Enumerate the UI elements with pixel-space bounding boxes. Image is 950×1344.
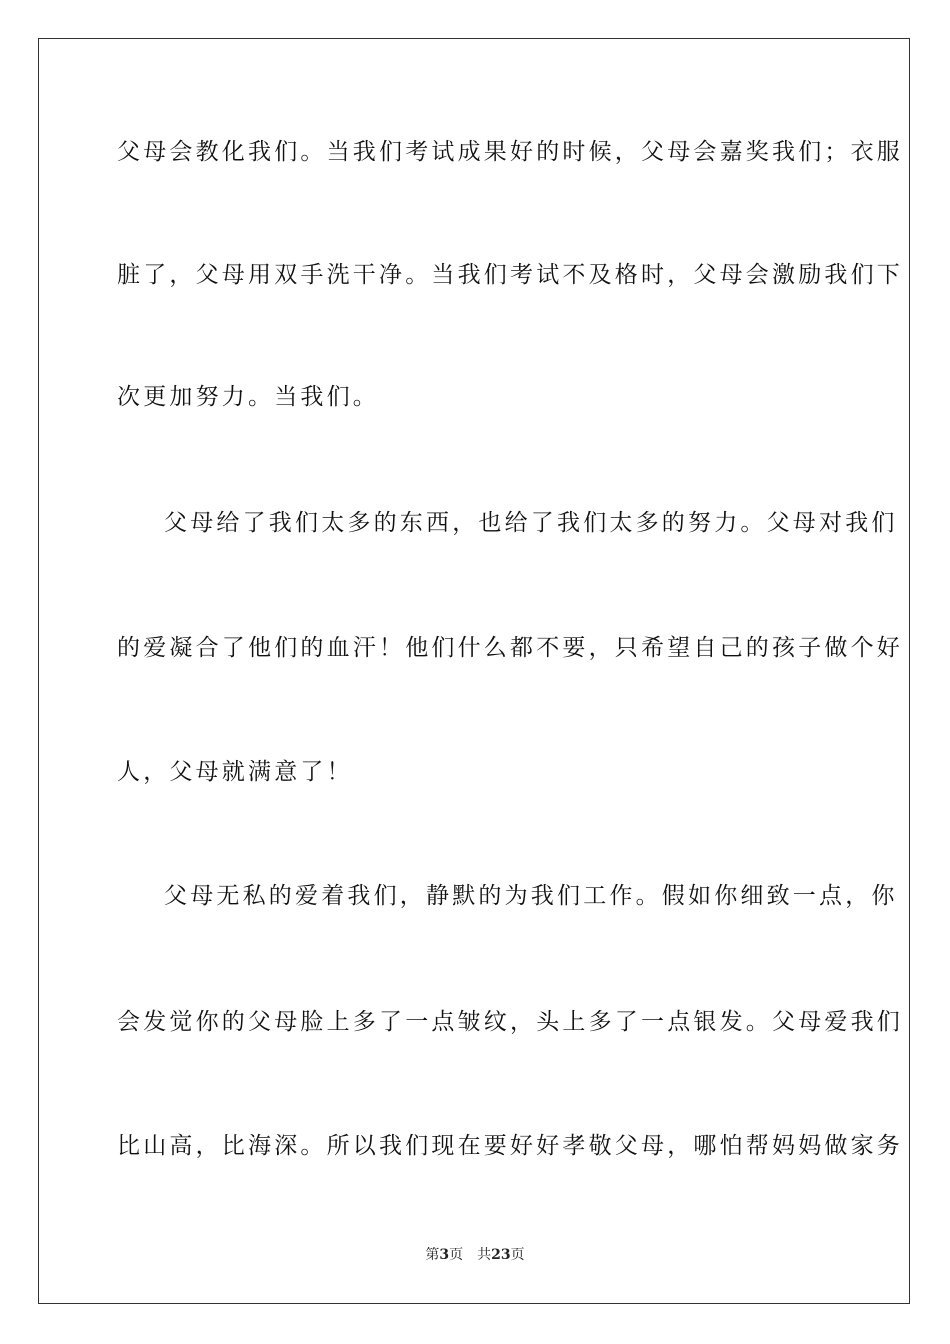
paragraph-3-line-3: 比山高，比海深。所以我们现在要好好孝敬父母，哪怕帮妈妈做家务 — [117, 1133, 903, 1159]
footer-page-prefix: 第 — [425, 1247, 440, 1263]
footer-total-suffix: 页 — [510, 1247, 525, 1263]
paragraph-3-line-2: 会发觉你的父母脸上多了一点皱纹，头上多了一点银发。父母爱我们 — [117, 1009, 903, 1035]
paragraph-3-line-1: 父母无私的爱着我们，静默的为我们工作。假如你细致一点，你 — [164, 883, 898, 909]
footer-total-prefix: 共 — [477, 1247, 492, 1263]
paragraph-2-line-2: 的爱凝合了他们的血汗！他们什么都不要，只希望自己的孩子做个好 — [117, 635, 903, 661]
footer-page-suffix: 页 — [449, 1247, 464, 1263]
footer-total-pages: 23 — [491, 1247, 511, 1263]
paragraph-2-line-1: 父母给了我们太多的东西，也给了我们太多的努力。父母对我们 — [164, 510, 898, 536]
paragraph-2-line-3: 人，父母就满意了！ — [117, 759, 353, 785]
footer-page-number: 3 — [439, 1247, 450, 1263]
paragraph-1-line-2: 脏了，父母用双手洗干净。当我们考试不及格时，父母会激励我们下 — [117, 262, 903, 288]
paragraph-1-line-3: 次更加努力。当我们。 — [117, 384, 379, 410]
page-footer — [0, 1246, 950, 1264]
paragraph-1-line-1: 父母会教化我们。当我们考试成果好的时候，父母会嘉奖我们；衣服 — [117, 139, 903, 165]
page-border — [38, 38, 910, 1304]
